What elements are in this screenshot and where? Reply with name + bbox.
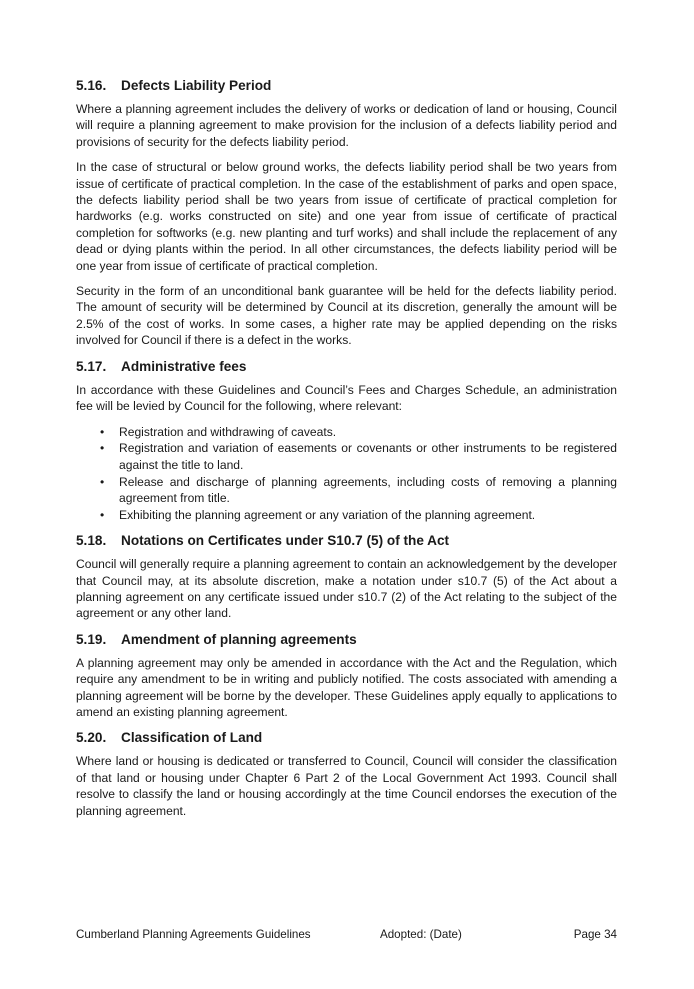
list-item (76, 440, 617, 473)
section-number: 5.19. (76, 631, 107, 647)
section-title: Administrative fees (121, 358, 247, 374)
bullet-icon: • (100, 474, 105, 489)
section-number: 5.20. (76, 730, 107, 746)
bullet-icon: • (100, 507, 105, 522)
list-item-text: Exhibiting the planning agreement or any variation of the planning agreement. (119, 507, 536, 522)
section-title: Notations on Certificates under S10.7 (5) of the Act (121, 533, 450, 549)
bullet-icon: • (100, 441, 105, 456)
section-number: 5.18. (76, 533, 107, 549)
bullet-icon: • (100, 424, 105, 439)
paragraph: Where land or housing is dedicated or transferred to Council, Council will consider the classification of that land or housing under Chapter 6 Part 2 of the Local Government Act 1993. Council shall resolve to classify the land or housing accordingly at the time Council endorses the execution of the planning agreement. (76, 754, 617, 818)
section-heading-5-16 (76, 77, 617, 94)
fee-list (76, 424, 617, 524)
paragraph: Security in the form of an unconditional bank guarantee will be held for the defects liability period. The amount of security will be determined by Council at its discretion, generally the amount will be 2.5% of the cost of works. In some cases, a higher rate may be applied depending on the risks involved for Council if there is a defect in the works. (76, 284, 617, 348)
footer-document-title: Cumberland Planning Agreements Guidelines (76, 928, 311, 941)
list-item (76, 424, 617, 440)
section-heading-5-18 (76, 532, 617, 549)
paragraph: Where a planning agreement includes the delivery of works or dedication of land or housing, Council will require a planning agreement to make provision for the inclusion of a defects liability period and provisions of security for the defects liability period. (76, 102, 617, 149)
list-item (76, 474, 617, 507)
section-title: Classification of Land (121, 730, 263, 746)
section-number: 5.17. (76, 358, 107, 374)
footer-adopted-date: Adopted: (Date) (380, 928, 462, 941)
footer-page-number: Page 34 (573, 928, 617, 941)
paragraph: In accordance with these Guidelines and Council’s Fees and Charges Schedule, an administration fee will be levied by Council for the following, where relevant: (76, 382, 617, 414)
section-heading-5-17 (76, 358, 617, 375)
section-title: Defects Liability Period (121, 78, 272, 93)
document-body (76, 77, 617, 828)
paragraph: A planning agreement may only be amended in accordance with the Act and the Regulation, which require any amendment to be in writing and publicly notified. The costs associated with amending a planning agreement will be borne by the developer. These Guidelines apply equally to applications to amend an existing planning agreement. (76, 655, 617, 719)
section-heading-5-19 (76, 631, 617, 648)
section-heading-5-20 (76, 729, 617, 746)
list-item (76, 507, 617, 523)
section-title: Amendment of planning agreements (121, 631, 357, 647)
paragraph: Council will generally require a planning agreement to contain an acknowledgement by the developer that Council may, at its absolute discretion, make a notation under s10.7 (5) of the Act about a planning agreement on any certificate issued under s10.7 (2) of the Act relating to the subject of the agreement or any other land. (76, 557, 617, 621)
list-item-text: Registration and variation of easements or covenants or other instruments to be registered against the title to land. (119, 441, 617, 472)
list-item-text: Release and discharge of planning agreements, including costs of removing a planning agreement from title. (119, 474, 617, 505)
list-item-text: Registration and withdrawing of caveats. (119, 424, 337, 439)
paragraph: In the case of structural or below ground works, the defects liability period shall be two years from issue of certificate of practical completion. In the case of the establishment of parks and open space, the defects liability period shall be two years from issue of certificate of practical completion for hardworks (e.g. works constructed on site) and one year from issue of certificate of practical completion for softworks (e.g. new planting and turf works) and shall include the replacement of any dead or dying plants within the period. In all other circumstances, the defects liability period will be one year from issue of certificate of practical completion. (76, 160, 617, 273)
page-footer (76, 927, 617, 943)
section-number: 5.16. (76, 78, 107, 93)
